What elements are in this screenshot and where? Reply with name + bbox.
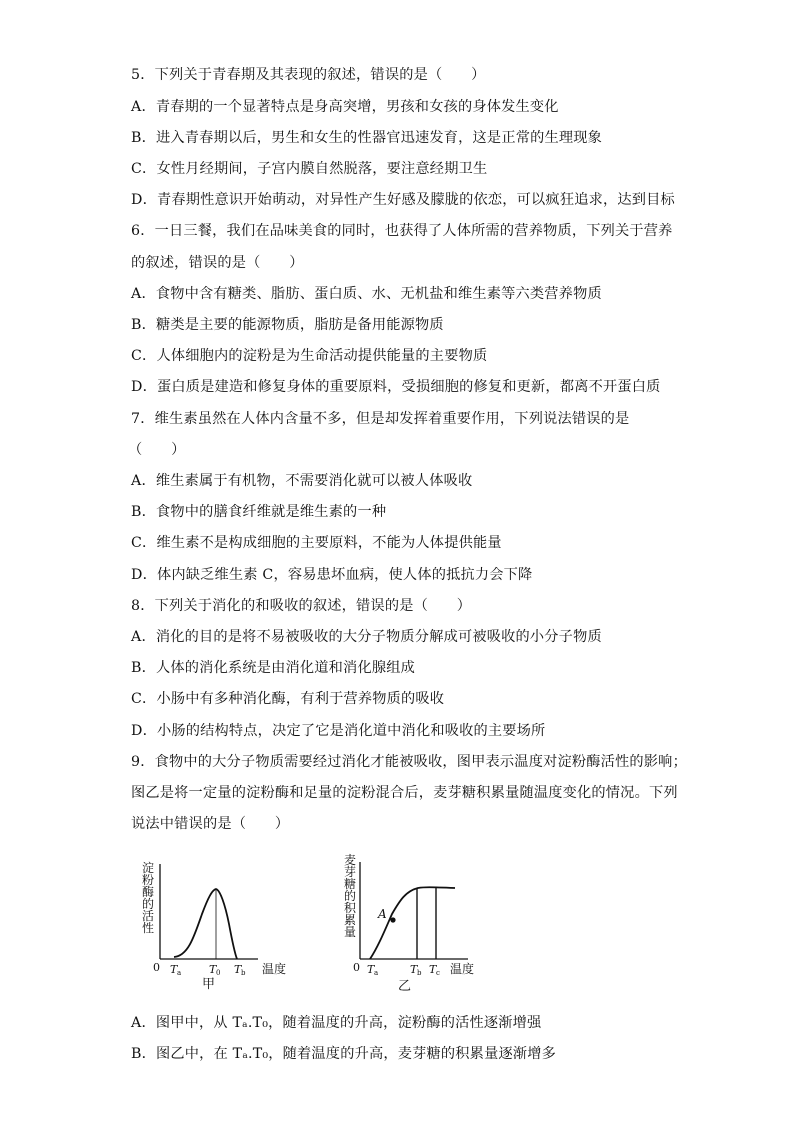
q6-option-d: D．蛋白质是建造和修复身体的重要原料，受损细胞的修复和更新，都离不开蛋白质 — [131, 379, 661, 395]
q6-stem: 6．一日三餐，我们在品味美食的同时，也获得了人体所需的营养物质，下列关于营养 — [131, 223, 673, 239]
ta-label: T — [170, 963, 178, 976]
q7-stem-cont: （ ） — [128, 442, 186, 458]
tc-sub: c — [436, 969, 440, 977]
ylabel-char: 麦 — [343, 853, 357, 867]
ylabel-char: 粉 — [141, 873, 155, 887]
t0-sub: 0 — [216, 969, 221, 977]
ta-sub: a — [177, 969, 182, 977]
q7-option-d: D．体内缺乏维生素 C，容易患坏血病，使人体的抵抗力会下降 — [131, 567, 533, 583]
origin-label: 0 — [353, 961, 360, 974]
q9-option-a: A．图甲中，从 Tₐ.T₀，随着温度的升高，淀粉酶的活性逐渐增强 — [131, 1015, 542, 1031]
q8-option-a: A．消化的目的是将不易被吸收的大分子物质分解成可被吸收的小分子物质 — [131, 629, 602, 645]
point-a-dot — [390, 917, 395, 922]
q6-option-b: B．糖类是主要的能源物质，脂肪是备用能源物质 — [131, 317, 444, 333]
ylabel-char: 的 — [141, 897, 155, 911]
figure-jia — [130, 852, 310, 992]
ylabel-char: 酶 — [141, 885, 155, 899]
q9-stem-cont-2: 说法中错误的是（ ） — [131, 816, 290, 832]
ylabel-char: 糖 — [343, 877, 357, 891]
q8-stem: 8．下列关于消化的和吸收的叙述，错误的是（ ） — [131, 598, 472, 614]
point-a-label: A — [378, 907, 387, 921]
tb-label: T — [234, 963, 242, 976]
ylabel-char: 量 — [343, 925, 357, 939]
t0-label: T — [209, 963, 217, 976]
x-axis-label: 温度 — [262, 962, 287, 976]
ta-sub: a — [374, 969, 379, 977]
ylabel-char: 累 — [343, 913, 357, 927]
tb-label: T — [410, 963, 418, 976]
q5-stem: 5．下列关于青春期及其表现的叙述，错误的是（ ） — [131, 67, 486, 83]
ta-label: T — [367, 963, 375, 976]
q6-option-a: A．食物中含有糖类、脂肪、蛋白质、水、无机盐和维生素等六类营养物质 — [131, 286, 602, 302]
tb-sub: b — [417, 969, 422, 977]
q9-option-b: B．图乙中，在 Tₐ.T₀，随着温度的升高，麦芽糖的积累量逐渐增多 — [131, 1046, 557, 1062]
q6-stem-cont: 的叙述，错误的是（ ） — [131, 255, 304, 271]
origin-label: 0 — [153, 961, 160, 974]
q7-option-a: A．维生素属于有机物，不需要消化就可以被人体吸收 — [131, 473, 473, 489]
ylabel-char: 性 — [141, 921, 155, 935]
q7-option-c: C．维生素不是构成细胞的主要原料，不能为人体提供能量 — [131, 535, 502, 551]
q7-option-b: B．食物中的膳食纤维就是维生素的一种 — [131, 504, 387, 520]
q8-option-d: D．小肠的结构特点，决定了它是消化道中消化和吸收的主要场所 — [131, 723, 546, 739]
q5-option-b: B．进入青春期以后，男生和女生的性器官迅速发育，这是正常的生理现象 — [131, 130, 603, 146]
figure-caption-jia: 甲 — [202, 977, 216, 992]
enzyme-activity-curve — [174, 889, 237, 959]
q9-stem-cont-1: 图乙是将一定量的淀粉酶和足量的淀粉混合后，麦芽糖积累量随温度变化的情况。下列 — [131, 785, 678, 801]
maltose-accumulation-curve — [370, 887, 455, 959]
q5-option-a: A．青春期的一个显著特点是身高突增，男孩和女孩的身体发生变化 — [131, 99, 559, 115]
q9-stem: 9．食物中的大分子物质需要经过消化才能被吸收，图甲表示温度对淀粉酶活性的影响； — [131, 754, 687, 770]
figure-caption-yi: 乙 — [398, 979, 412, 994]
q8-option-c: C．小肠中有多种消化酶，有利于营养物质的吸收 — [131, 691, 445, 707]
q6-option-c: C．人体细胞内的淀粉是为生命活动提供能量的主要物质 — [131, 348, 488, 364]
q7-stem: 7．维生素虽然在人体内含量不多，但是却发挥着重要作用，下列说法错误的是 — [131, 411, 630, 427]
q5-option-c: C．女性月经期间，子宫内膜自然脱落，要注意经期卫生 — [131, 161, 488, 177]
tb-sub: b — [241, 969, 246, 977]
ylabel-char: 芽 — [343, 865, 357, 879]
q5-option-d: D．青春期性意识开始萌动，对异性产生好感及朦胧的依恋，可以疯狂追求，达到目标 — [131, 192, 675, 208]
figure-yi — [340, 852, 530, 992]
ylabel-char: 活 — [141, 909, 155, 923]
figure-jia-ylabel — [142, 860, 154, 935]
ylabel-char: 积 — [343, 901, 357, 915]
ylabel-char: 的 — [343, 889, 357, 903]
x-axis-label: 温度 — [450, 962, 475, 976]
tc-label: T — [429, 963, 437, 976]
figure-yi-ylabel — [344, 853, 357, 939]
ylabel-char: 淀 — [141, 861, 155, 875]
q8-option-b: B．人体的消化系统是由消化道和消化腺组成 — [131, 660, 415, 676]
q9-figures — [130, 852, 510, 992]
